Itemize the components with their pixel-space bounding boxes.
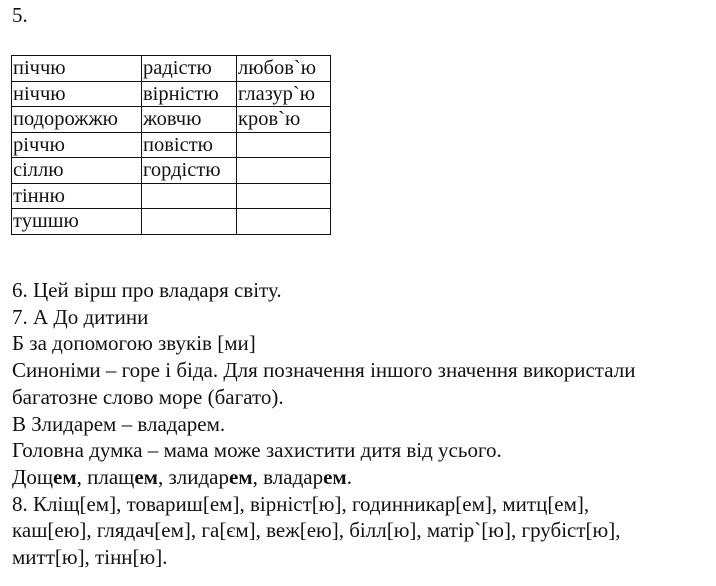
table-cell: вірністю: [142, 81, 237, 107]
table-cell: повістю: [142, 132, 237, 158]
separator: ,: [76, 464, 88, 489]
word-ending: ем: [323, 464, 347, 489]
table-cell: подорожжю: [12, 107, 142, 133]
word-stem: Дощ: [12, 464, 53, 489]
table-cell: [142, 209, 237, 235]
task-6-answer: 6. Цей вірш про владаря світу.: [12, 278, 282, 302]
table-row: [12, 81, 331, 107]
table-row: [12, 56, 331, 82]
word-ending: ем: [134, 464, 158, 489]
table-cell: тушшю: [12, 209, 142, 235]
table-row: [12, 132, 331, 158]
table-cell: радістю: [142, 56, 237, 82]
words-table: [11, 55, 331, 235]
table-cell: кров`ю: [237, 107, 331, 133]
table-cell: [142, 183, 237, 209]
table-cell: річчю: [12, 132, 142, 158]
task-7-a: 7. А До дитини: [12, 304, 149, 329]
word-stem: плащ: [87, 464, 135, 489]
task-7-main-idea: Головна думка – мама може захистити дитя від усього.: [12, 438, 502, 463]
table-cell: піччю: [12, 56, 142, 82]
table-cell: ніччю: [12, 81, 142, 107]
task-7-b: Б за допомогою звуків [ми]: [12, 331, 256, 356]
task-7-synonyms-line-2: багатозне слово море (багато).: [12, 384, 284, 409]
task-5-number: 5.: [12, 3, 28, 27]
table-row: [12, 107, 331, 133]
table-cell: [237, 183, 331, 209]
separator: ,: [252, 464, 264, 489]
table-row: [12, 209, 331, 235]
table-cell: глазур`ю: [237, 81, 331, 107]
table-row: [12, 183, 331, 209]
table-cell: [237, 132, 331, 158]
task-7-synonyms-line-1: Синоніми – горе і біда. Для позначення іншого значення використали: [12, 358, 636, 383]
table-cell: жовчю: [142, 107, 237, 133]
task-8-line-3: митт[ю], тінн[ю].: [12, 545, 168, 570]
word-ending: ем: [229, 464, 253, 489]
task-7-v: В Злидарем – владарем.: [12, 411, 226, 436]
word-stem: злидар: [168, 464, 229, 489]
task-8-line-1: 8. Кліщ[ем], товариш[ем], вірніст[ю], годинникар[ем], митц[ем],: [12, 491, 590, 516]
table-cell: любов`ю: [237, 56, 331, 82]
table-cell: [237, 209, 331, 235]
table-row: [12, 158, 331, 184]
table-cell: тінню: [12, 183, 142, 209]
separator: ,: [157, 464, 169, 489]
table-cell: сіллю: [12, 158, 142, 184]
answers-block: [12, 277, 712, 571]
table-cell: гордістю: [142, 158, 237, 184]
word-stem: владар: [263, 464, 324, 489]
task-7-endings: [12, 464, 712, 491]
separator: .: [346, 464, 352, 489]
task-8-line-2: каш[ею], глядач[ем], га[єм], веж[ею], білл[ю], матір`[ю], грубіст[ю],: [12, 518, 621, 543]
word-ending: ем: [53, 464, 77, 489]
table-cell: [237, 158, 331, 184]
